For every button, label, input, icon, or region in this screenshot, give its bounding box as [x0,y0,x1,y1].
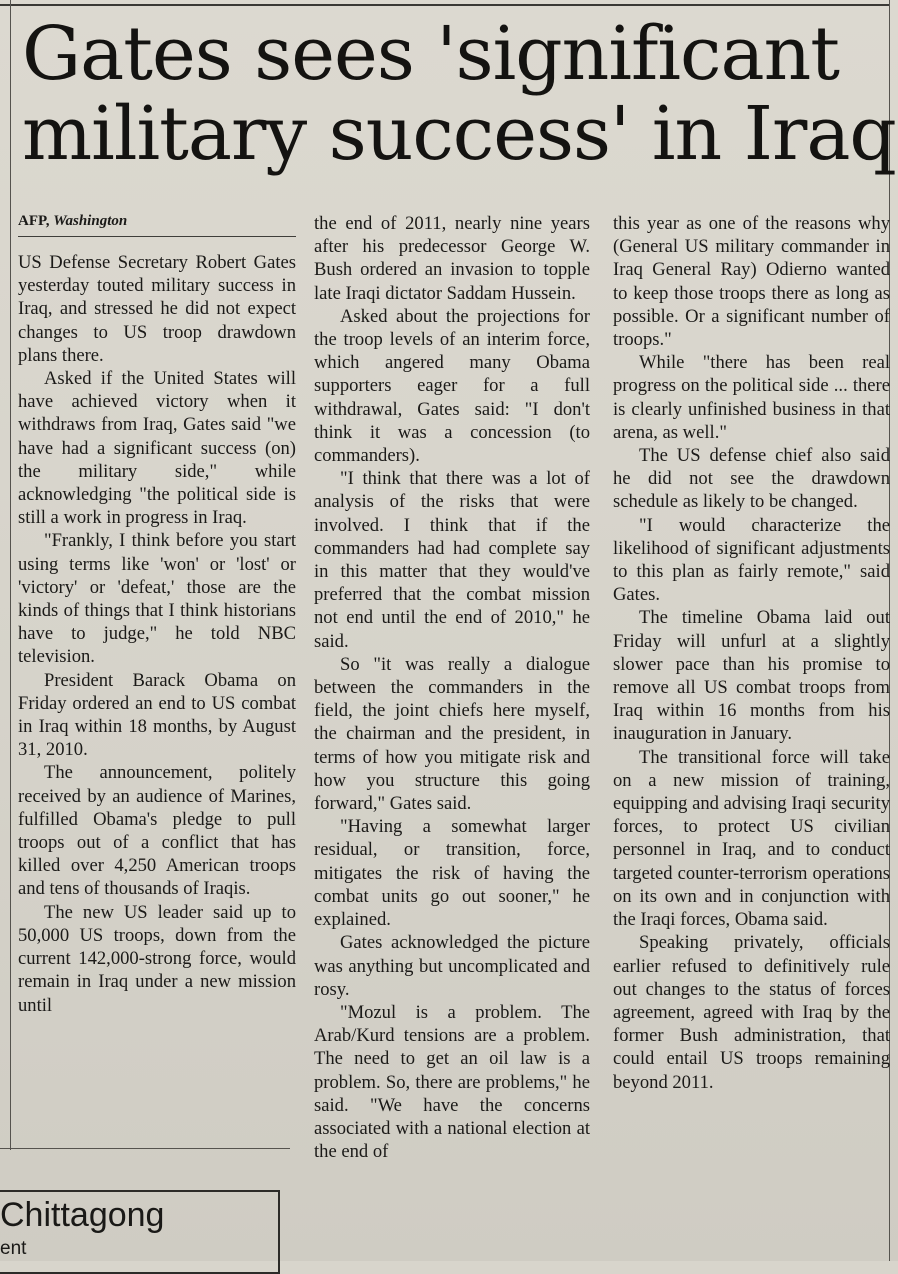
paragraph: Asked about the projections for the troop levels of an interim force, which angered many Obama supporters eager for a full withdrawal, Gates said: "I don't think it was a concession (to commanders). [314,305,590,467]
paragraph: President Barack Obama on Friday ordered an end to US combat in Iraq within 18 months, by August 31, 2010. [18,669,296,761]
byline-divider [18,236,296,237]
paragraph: The announcement, politely received by an audience of Marines, fulfilled Obama's pledge to pull troops out of a conflict that has killed over 4,250 American troops and tens of thousands of Iraqis. [18,762,296,900]
paragraph: "I would characterize the likelihood of significant adjustments to this plan as fairly remote," said Gates. [613,514,890,606]
paragraph: "Frankly, I think before you start using terms like 'won' or 'lost' or 'victory' or 'defeat,' those are the kinds of things that I think historians have to judge," he told NBC television. [18,530,296,668]
paragraph: the end of 2011, nearly nine years after his predecessor George W. Bush ordered an invasion to topple late Iraqi dictator Saddam Hussein. [314,213,590,304]
byline-location: Washington [53,213,128,229]
paragraph: this year as one of the reasons why (General US military commander in Iraq General Ray) Odierno wanted to keep those troops there as long as possible. Or a significant number of troops." [613,213,890,351]
top-rule [0,4,890,6]
article-column-2 [314,212,590,1163]
column-end-rule [0,1148,290,1149]
byline-source: AFP, [18,213,50,229]
article-headline [22,11,896,177]
adjacent-story-subtitle: ent [0,1238,27,1259]
left-column-rule [10,0,11,1150]
paragraph: The timeline Obama laid out Friday will unfurl at a slightly slower pace than his promise to remove all US combat troops from Iraq within 16 months from his inauguration in January. [613,607,890,745]
paragraph: Speaking privately, officials earlier refused to definitively rule out changes to the status of forces agreement, agreed with Iraq by the former Bush administration, that could entail US troops remaining beyond 2011. [613,932,890,1093]
paragraph: "Mozul is a problem. The Arab/Kurd tensions are a problem. The need to get an oil law is a problem. So, there are problems," he said. "We have the concerns associated with a national election at the end of [314,1001,590,1163]
headline-line-1: Gates sees 'significant [22,11,840,97]
paragraph: The US defense chief also said he did not see the drawdown schedule as likely to be changed. [613,445,890,513]
paragraph: The transitional force will take on a new mission of training, equipping and advising Iraqi security forces, to protect US civilian personnel in Iraq, and to conduct targeted counter-terrorism operations on its own and in conjunction with the Iraqi forces, Obama said. [613,746,890,931]
paragraph: Gates acknowledged the picture was anything but uncomplicated and rosy. [314,932,590,1000]
paragraph: US Defense Secretary Robert Gates yesterday touted military success in Iraq, and stressed he did not expect changes to US troop drawdown plans there. [18,252,296,366]
paragraph: "Having a somewhat larger residual, or transition, force, mitigates the risk of having the combat units go out sooner," he explained. [314,816,590,931]
paragraph: While "there has been real progress on the political side ... there is clearly unfinished business in that arena, as well." [613,352,890,443]
paragraph: "I think that there was a lot of analysis of the risks that were involved. I think that if the commanders had had complete say in this matter that they would've preferred that the combat mission not end until the end of 2010," he said. [314,468,590,652]
byline [18,212,296,230]
paragraph: The new US leader said up to 50,000 US troops, down from the current 142,000-strong force, would remain in Iraq under a new mission until [18,901,296,1016]
article-column-1 [18,212,296,1017]
adjacent-story-title: Chittagong [0,1196,165,1234]
paragraph: So "it was really a dialogue between the commanders in the field, the joint chiefs here myself, the chairman and the president, in terms of how you mitigate risk and how you structure this going forward," Gates said. [314,653,590,815]
paragraph: Asked if the United States will have achieved victory when it withdraws from Iraq, Gates said "we have had a significant success (on) the military side," while acknowledging "the political side is still a work in progress in Iraq. [18,368,296,529]
headline-line-2: military success' in Iraq [22,91,896,177]
article-column-3 [613,212,890,1094]
